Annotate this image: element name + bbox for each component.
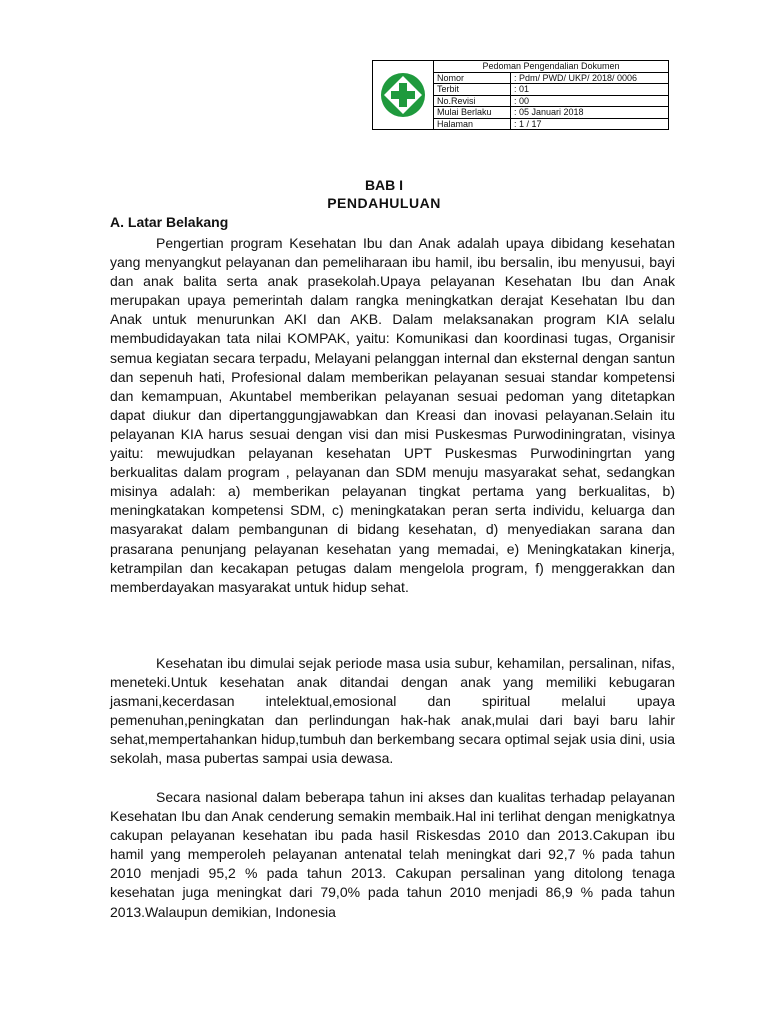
body-paragraph: Pengertian program Kesehatan Ibu dan Anak adalah upaya dibidang kesehatan yang menyangkut pelayanan dan pemeliharaan ibu hamil, ibu bersalin, ibu menyusui, bayi dan anak balita serta anak prasekolah.Upaya pelayanan Kesehatan Ibu dan Anak merupakan upaya pemerintah dalam rangka meningkatkan derajat Kesehatan Ibu dan Anak untuk menurunkan AKI dan AKB. Dalam melaksanakan program KIA selalu membudidayakan tata nilai KOMPAK, yaitu: Komunikasi dan koordinasi tugas, Organisir semua kegiatan secara terpadu, Melayani pelanggan internal dan eksternal dengan santun dan sepenuh hati, Profesional dalam memberikan pelayanan sesuai standar kompetensi dan kemampuan, Akuntabel memberikan pelayanan sesuai pedoman yang ditetapkan dapat diukur dan dipertanggungjawabkan dan Kreasi dan inovasi pelayanan.Selain itu pelayanan KIA harus sesuai dengan visi dan misi Puskesmas Purwodiningratan, visinya yaitu: mewujudkan pelayanan kesehatan UPT Puskesmas Purwodiningrtan yang berkualitas dalam program , pelayanan dan SDM menuju masyarakat sehat, sedangkan misinya adalah: a) memberikan pelayanan tingkat pertama yang berkualitas, b) meningkatakan kompetensi SDM, c) meningkatakan peran serta individu, keluarga dan masyarakat dalam pembangunan di bidang kesehatan, d) menyediakan sarana dan prasarana penunjang pelayanan kesehatan yang memadai, e) Meningkatakan kinerja, ketrampilan dan kecakapan petugas dalam mengelola program, f) menggerakkan dan memberdayakan masyarakat untuk hidup sehat.	[110, 235, 675, 595]
row-value: : 1 / 17	[511, 118, 669, 130]
logo-cell	[373, 61, 434, 130]
document-control-table	[372, 60, 669, 130]
row-value: : 01	[511, 84, 669, 96]
row-label: Terbit	[434, 84, 511, 96]
body-paragraph: Kesehatan ibu dimulai sejak periode masa usia subur, kehamilan, persalinan, nifas, meneteki.Untuk kesehatan anak ditandai dengan anak yang memiliki kebugaran jasmani,kecerdasan intelektual,emosional dan spiritual melalui upaya pemenuhan,peningkatan dan perlindungan hak-hak anak,mulai dari bayi baru lahir sehat,mempertahankan hidup,tumbuh dan berkembang secara optimal sejak usia dini, usia sekolah, masa pubertas sampai usia dewasa.	[110, 655, 676, 767]
section-heading: A. Latar Belakang	[110, 214, 229, 230]
row-label: Halaman	[434, 118, 511, 130]
chapter-title: PENDAHULUAN	[327, 195, 441, 211]
row-label: No.Revisi	[434, 95, 511, 107]
row-value: : 05 Januari 2018	[511, 107, 669, 119]
control-table-header: Pedoman Pengendalian Dokumen	[434, 61, 669, 73]
row-label: Nomor	[434, 72, 511, 84]
body-paragraph: Secara nasional dalam beberapa tahun ini akses dan kualitas terhadap pelayanan Kesehatan Ibu dan Anak cenderung semakin membaik.Hal ini terlihat dengan menigkatnya cakupan pelayanan kesehatan ibu pada hasil Riskesdas 2010 dan 2013.Cakupan ibu hamil yang memperoleh pelayanan antenatal telah meningkat dari 92,7 % pada tahun 2010 menjadi 95,2 % pada tahun 2013. Cakupan persalinan yang ditolong tenaga kesehatan juga meningkat dari 79,0% pada tahun 2010 menjadi 86,9 % pada tahun 2013.Walaupun demikian, Indonesia	[110, 789, 675, 920]
chapter-number: BAB I	[364, 177, 404, 193]
puskesmas-logo-icon	[373, 61, 433, 129]
row-label: Mulai Berlaku	[434, 107, 511, 119]
row-value: : 00	[511, 95, 669, 107]
row-value: : Pdm/ PWD/ UKP/ 2018/ 0006	[511, 72, 669, 84]
